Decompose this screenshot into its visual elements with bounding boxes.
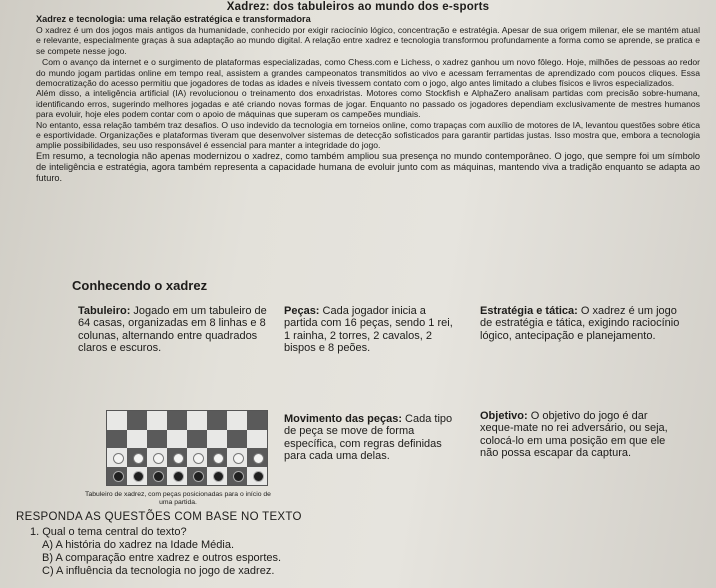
pieces-info — [284, 305, 459, 354]
question-1 — [30, 526, 187, 538]
board-square — [187, 448, 207, 467]
objective-info-label: Objetivo: — [480, 410, 528, 422]
strategy-info-text: O xadrez é um jogo de estratégia e tática, exigindo raciocínio lógico, antecipação e planejamento. — [480, 305, 680, 342]
question-text: Qual o tema central do texto? — [42, 526, 187, 538]
board-square — [107, 467, 127, 486]
board-square — [247, 467, 267, 486]
article-paragraph: No entanto, essa relação também traz desafios. O uso indevido da tecnologia em torneios online, como trapaças com auxílio de motores de IA, levantou questões sobre ética e esportividade. Organizações e plataformas tiveram que desenvolver sistemas de detecção sofisticados para garantir partidas justas. Isso mostra que, embora a tecnologia amplie possibilidades, seu uso responsável é essencial para manter a integridade do jogo. — [36, 119, 700, 151]
board-square — [107, 430, 127, 449]
board-square — [187, 430, 207, 449]
board-square — [207, 430, 227, 449]
article-paragraph: Com o avanço da internet e o surgimento de plataformas especializadas, como Chess.com e Lichess, o xadrez ganhou um novo fôlego. Hoje, milhões de pessoas ao redor do mundo jogam partidas online em tempo real, assistem a grandes campeonatos transmitidos ao vivo e acessam ferramentas de aprendizado com poucos cliques. Essa democratização do acesso permitiu que jogadores de todas as idades e níveis tivessem contato com o jogo, algo antes limitado a clubes físicos e livros especializados. — [36, 57, 700, 89]
board-square — [227, 467, 247, 486]
chess-piece-icon — [233, 453, 244, 464]
board-square — [187, 411, 207, 430]
objective-info — [480, 410, 680, 459]
board-info-label: Tabuleiro: — [78, 305, 131, 317]
chess-piece-icon — [233, 471, 244, 482]
chess-piece-icon — [213, 453, 224, 464]
question-option[interactable]: C) A influência da tecnologia no jogo de xadrez. — [42, 565, 275, 577]
article-paragraph: Em resumo, a tecnologia não apenas modernizou o xadrez, como também ampliou sua presença no mundo contemporâneo. O jogo, que sempre foi um símbolo de inteligência e estratégia, agora também representa a capacidade humana de evoluir junto com as máquinas, mantendo viva a tradição enquanto se adapta ao futuro. — [36, 150, 700, 183]
board-square — [227, 448, 247, 467]
chess-piece-icon — [113, 471, 124, 482]
board-square — [127, 411, 147, 430]
strategy-info — [480, 305, 680, 342]
board-square — [247, 430, 267, 449]
questions-heading: RESPONDA AS QUESTÕES COM BASE NO TEXTO — [16, 511, 302, 523]
board-square — [107, 448, 127, 467]
chess-piece-icon — [133, 453, 144, 464]
strategy-info-label: Estratégia e tática: — [480, 305, 578, 317]
board-square — [167, 430, 187, 449]
board-square — [247, 448, 267, 467]
board-square — [207, 467, 227, 486]
board-square — [127, 467, 147, 486]
question-option[interactable]: B) A comparação entre xadrez e outros esportes. — [42, 552, 282, 564]
board-square — [227, 430, 247, 449]
board-square — [147, 411, 167, 430]
objective-info-text: O objetivo do jogo é dar xeque-mate no rei adversário, ou seja, colocá-lo em uma posição em que ele não possa escapar da captura. — [480, 410, 668, 459]
board-info — [78, 305, 268, 354]
question-option[interactable]: A) A história do xadrez na Idade Média. — [42, 539, 235, 551]
board-square — [227, 411, 247, 430]
board-square — [167, 448, 187, 467]
chess-piece-icon — [153, 453, 164, 464]
movement-info — [284, 413, 459, 462]
board-square — [207, 411, 227, 430]
board-square — [147, 430, 167, 449]
page-title: Xadrez: dos tabuleiros ao mundo dos e-sports — [226, 1, 490, 13]
pieces-info-text: Cada jogador inicia a partida com 16 peças, sendo 1 rei, 1 rainha, 2 torres, 2 cavalos, 2 bispos e 8 peões. — [284, 305, 453, 354]
chess-piece-icon — [193, 453, 204, 464]
chess-piece-icon — [193, 471, 204, 482]
board-square — [207, 448, 227, 467]
board-square — [247, 411, 267, 430]
board-square — [167, 467, 187, 486]
chess-piece-icon — [133, 471, 144, 482]
chessboard-image — [106, 410, 268, 486]
pieces-info-label: Peças: — [284, 305, 320, 317]
chess-piece-icon — [173, 453, 184, 464]
chess-piece-icon — [153, 471, 164, 482]
board-square — [167, 411, 187, 430]
image-caption: Tabuleiro de xadrez, com peças posicionadas para o início de uma partida. — [85, 491, 271, 506]
article-paragraph: Além disso, a inteligência artificial (IA) revolucionou o treinamento dos enxadristas. Motores como Stockfish e AlphaZero analisam partidas com precisão sobre-humana, identificando erros, sugerindo melhores jogadas e até criando novas formas de jogar. Enquanto no passado os jogadores dependiam exclusivamente de mestres humanos para evoluir, hoje eles podem contar com o apoio de máquinas que superam os campeões mundiais. — [36, 88, 700, 120]
movement-info-text: Cada tipo de peça se move de forma específica, com regras definidas para cada uma delas. — [284, 413, 453, 462]
chess-piece-icon — [113, 453, 124, 464]
question-number: 1. — [30, 526, 40, 538]
chess-piece-icon — [253, 471, 264, 482]
movement-info-label: Movimento das peças: — [284, 413, 402, 425]
article — [36, 14, 700, 184]
article-subtitle: Xadrez e tecnologia: uma relação estratégica e transformadora — [36, 14, 311, 24]
board-square — [127, 448, 147, 467]
article-paragraph: O xadrez é um dos jogos mais antigos da humanidade, conhecido por exigir raciocínio lógico, concentração e estratégia. Apesar de sua origem milenar, ele se mantém atual e relevante, especialmente graças à sua adaptação ao mundo digital. A relação entre xadrez e tecnologia transformou profundamente a forma como se aprende, se pratica e se compete nesse jogo. — [36, 25, 700, 56]
board-square — [147, 448, 167, 467]
chess-piece-icon — [173, 471, 184, 482]
section-title: Conhecendo o xadrez — [72, 278, 208, 293]
chess-piece-icon — [253, 453, 264, 464]
board-square — [147, 467, 167, 486]
board-info-text: Jogado em um tabuleiro de 64 casas, organizadas em 8 linhas e 8 colunas, alternando entre quadrados claros e escuros. — [78, 305, 267, 354]
board-square — [107, 411, 127, 430]
board-square — [127, 430, 147, 449]
board-square — [187, 467, 207, 486]
chess-piece-icon — [213, 471, 224, 482]
